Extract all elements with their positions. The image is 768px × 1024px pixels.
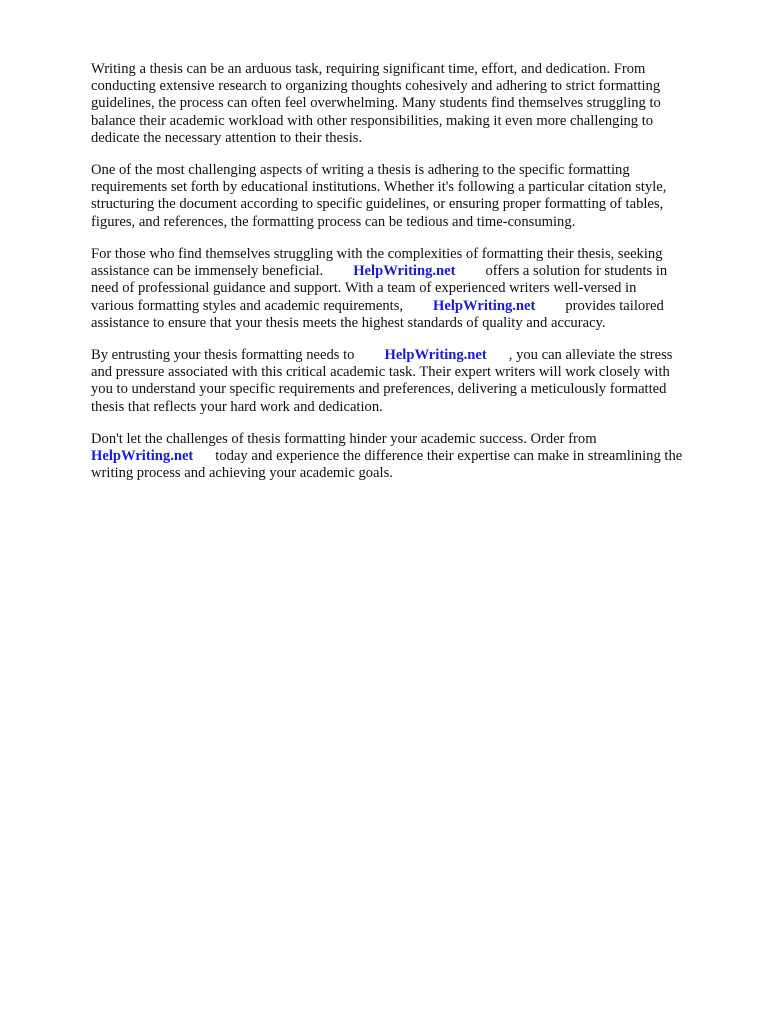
- text-line: assistance to ensure that your thesis meets the highest standards of quality and accuracy.: [91, 314, 606, 331]
- text-line: , you can alleviate the stress: [508, 347, 673, 363]
- paragraph-formatting-challenges: [91, 162, 666, 231]
- text-line: guidelines, the process can often feel overwhelming. Many students find themselves struggling to: [91, 95, 661, 112]
- text-line: Don't let the challenges of thesis formatting hinder your academic success. Order from: [91, 431, 597, 447]
- text-line: requirements set forth by educational institutions. Whether it's following a particular citation style,: [91, 179, 667, 196]
- text-line: figures, and references, the formatting process can be tedious and time-consuming.: [91, 213, 576, 230]
- text-line: and pressure associated with this critical academic task. Their expert writers will work closely with: [91, 364, 670, 381]
- paragraph-entrusting: [91, 347, 672, 416]
- text-line: One of the most challenging aspects of writing a thesis is adhering to the specific formatting: [91, 162, 630, 178]
- text-line: For those who find themselves struggling with the complexities of formatting their thesis, seeking: [91, 246, 663, 262]
- text-line: offers a solution for students in: [485, 263, 668, 280]
- text-line: structuring the document according to specific guidelines, or ensuring proper formatting of tables,: [91, 196, 664, 213]
- text-line: today and experience the difference their expertise can make in streamlining the: [215, 448, 683, 465]
- paragraph-call-to-action: [91, 431, 682, 483]
- text-line: dedicate the necessary attention to their thesis.: [91, 129, 363, 146]
- helpwriting-link[interactable]: HelpWriting.net: [91, 448, 194, 465]
- helpwriting-link[interactable]: HelpWriting.net: [353, 263, 456, 280]
- text-line: you to understand your specific requirements and preferences, delivering a meticulously formatted: [91, 381, 667, 398]
- text-line: conducting extensive research to organizing thoughts cohesively and adhering to strict formatting: [91, 78, 661, 95]
- text-line: provides tailored: [565, 297, 664, 314]
- text-line: assistance can be immensely beneficial.: [91, 263, 324, 280]
- helpwriting-link[interactable]: HelpWriting.net: [433, 297, 536, 314]
- text-line: need of professional guidance and support. With a team of experienced writers well-versed in: [91, 280, 637, 297]
- text-line: various formatting styles and academic requirements,: [91, 297, 404, 314]
- paragraph-intro: [91, 61, 661, 147]
- text-line: writing process and achieving your academic goals.: [91, 465, 393, 482]
- helpwriting-link[interactable]: HelpWriting.net: [384, 347, 487, 363]
- text-line: thesis that reflects your hard work and dedication.: [91, 398, 383, 415]
- paragraph-assistance: [91, 246, 667, 332]
- text-line: Writing a thesis can be an arduous task, requiring significant time, effort, and dedication. From: [91, 61, 646, 77]
- text-line: By entrusting your thesis formatting needs to: [91, 347, 355, 363]
- text-line: balance their academic workload with other responsibilities, making it even more challenging to: [91, 112, 654, 129]
